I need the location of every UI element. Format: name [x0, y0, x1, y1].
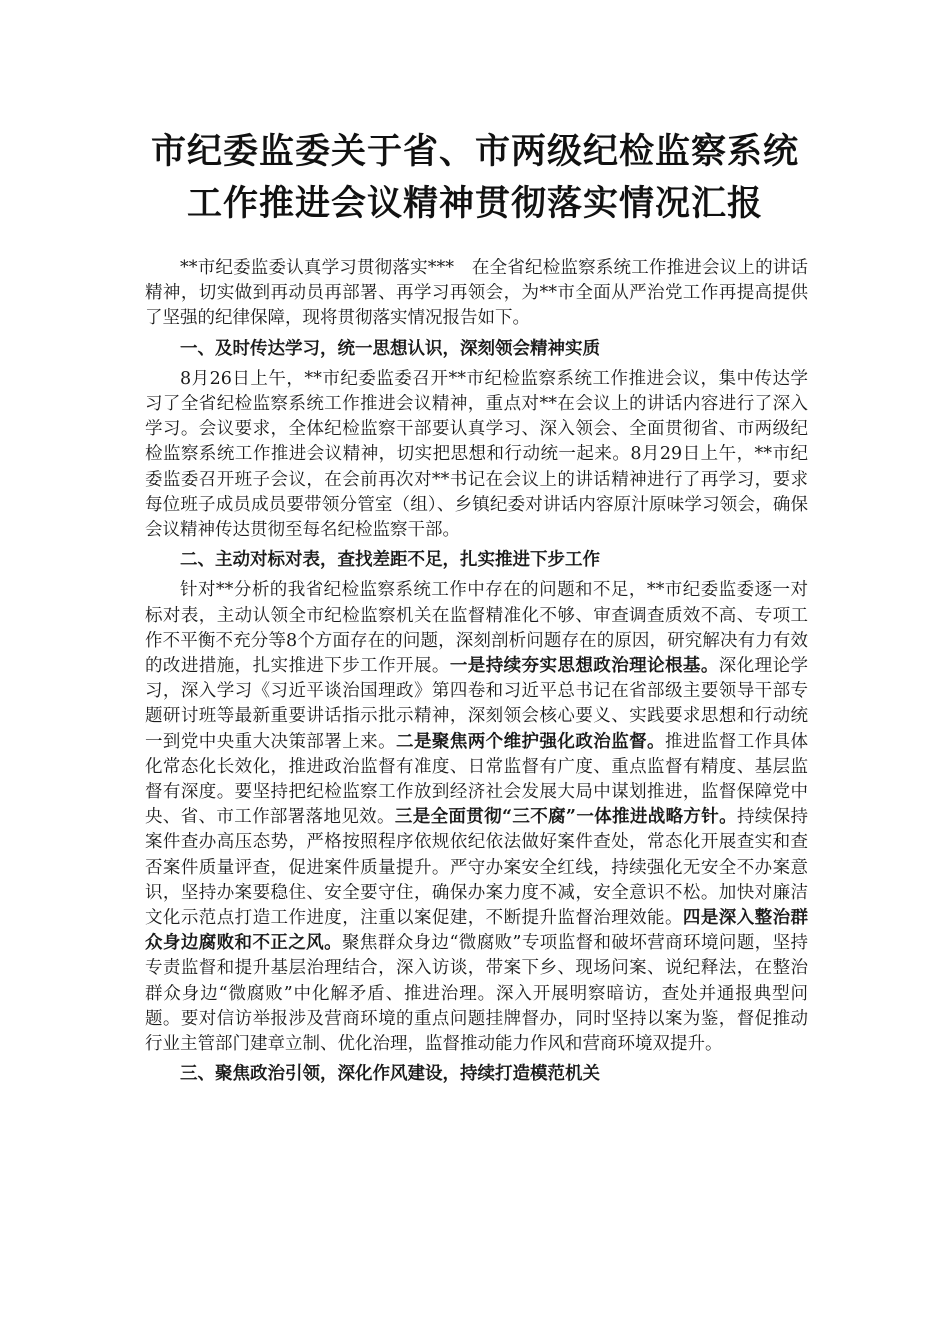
section2-point-4: 四是深入整治群众身边腐败和不正之风。	[145, 908, 809, 954]
section1-paragraph: 8月26日上午，**市纪委监委召开**市纪检监察系统工作推进会议，集中传达学习了全省纪检监察系统工作推进会议精神，重点对**在会议上的讲话内容进行了深入学习。会议要求，全体纪检监察干部要认真学习、深入领会、全面贯彻省、市两级纪检监察系统工作推进会议精神，切实把思想和行动统一起来。8月29日上午，**市纪委监委召开班子会议，在会前再次对**书记在会议上的讲话精神进行了再学习，要求每位班子成员成员要带领分管室（组）、乡镇纪委对讲话内容原汁原味学习领会，确保会议精神传达贯彻至每名纪检监察干部。	[145, 368, 808, 541]
document-title-line1: 市纪委监委关于省、市两级纪检监察系统	[150, 131, 799, 172]
section3-heading: 三、聚焦政治引领，深化作风建设，持续打造模范机关	[180, 1064, 600, 1085]
section2-point-2: 二是聚焦两个维护强化政治监督。	[396, 731, 665, 752]
section2-heading: 二、主动对标对表，查找差距不足，扎实推进下步工作	[180, 550, 600, 571]
section2-text-1: 针对**分析的我省纪检监察系统工作中存在的问题和不足，**市纪委监委逐一对标对表，主动认领全市纪检监察机关在监督精准化不够、审查调查质效不高、专项工作不平衡不充分等8个方面存在的问题，深刻剖析问题存在的原因，研究解决有力有效的改进措施，扎实推进下步工作开展。	[145, 580, 808, 677]
section2-text-2: 深化理论学习，深入学习《习近平谈治国理政》第四卷和习近平总书记在省部级主要领导干部专题研讨班等最新重要讲话指示批示精神，深刻领会核心要义、实践要求思想和行动统一到党中央重大决策部署上来。	[145, 656, 809, 752]
intro-paragraph: **市纪委监委认真学习贯彻落实*** 在全省纪检监察系统工作推进会议上的讲话精神，切实做到再动员再部署、再学习再领会，为**市全面从严治党工作再提高提供了坚强的纪律保障，现将贯彻落实情况报告如下。	[145, 258, 808, 329]
section2-text-3: 推进监督工作具体化常态化长效化，推进政治监督有准度、日常监督有广度、重点监督有精度、基层监督有深度。要坚持把纪检监察工作放到经济社会发展大局中谋划推进，监督保障党中央、省、市工作部署落地见效。	[145, 731, 809, 828]
document-body	[145, 256, 808, 1093]
section2-text-4: 持续保持案件查办高压态势，严格按照程序依规依纪依法做好案件查处，常态化开展查实和查否案件质量评查，促进案件质量提升。严守办案安全红线，持续强化无安全不办案意识，坚持办案要稳住、安全要守住，确保办案力度不减，安全意识不松。加快对廉洁文化示范点打造工作进度，注重以案促建，不断提升监督治理效能。	[145, 807, 809, 929]
section1-heading: 一、及时传达学习，统一思想认识，深刻领会精神实质	[180, 338, 600, 359]
section2-point-3: 三是全面贯彻“三不腐”一体推进战略方针。	[394, 807, 737, 828]
section2-paragraph	[145, 578, 808, 1057]
section2-point-1: 一是持续夯实思想政治理论根基。	[449, 656, 719, 677]
section2-text-5: 聚焦群众身边“微腐败”专项监督和破坏营商环境问题，坚持专责监督和提升基层治理结合，深入访谈，带案下乡、现场问案、说纪释法，在整治群众身边“微腐败”中化解矛盾、推进治理。深入开展明察暗访，查处并通报典型问题。要对信访举报涉及营商环境的重点问题挂牌督办，同时坚持以案为鉴，督促推动行业主管部门建章立制、优化治理，监督推动能力作风和营商环境双提升。	[145, 933, 808, 1055]
document-title-line2: 工作推进会议精神贯彻落实情况汇报	[186, 183, 763, 224]
